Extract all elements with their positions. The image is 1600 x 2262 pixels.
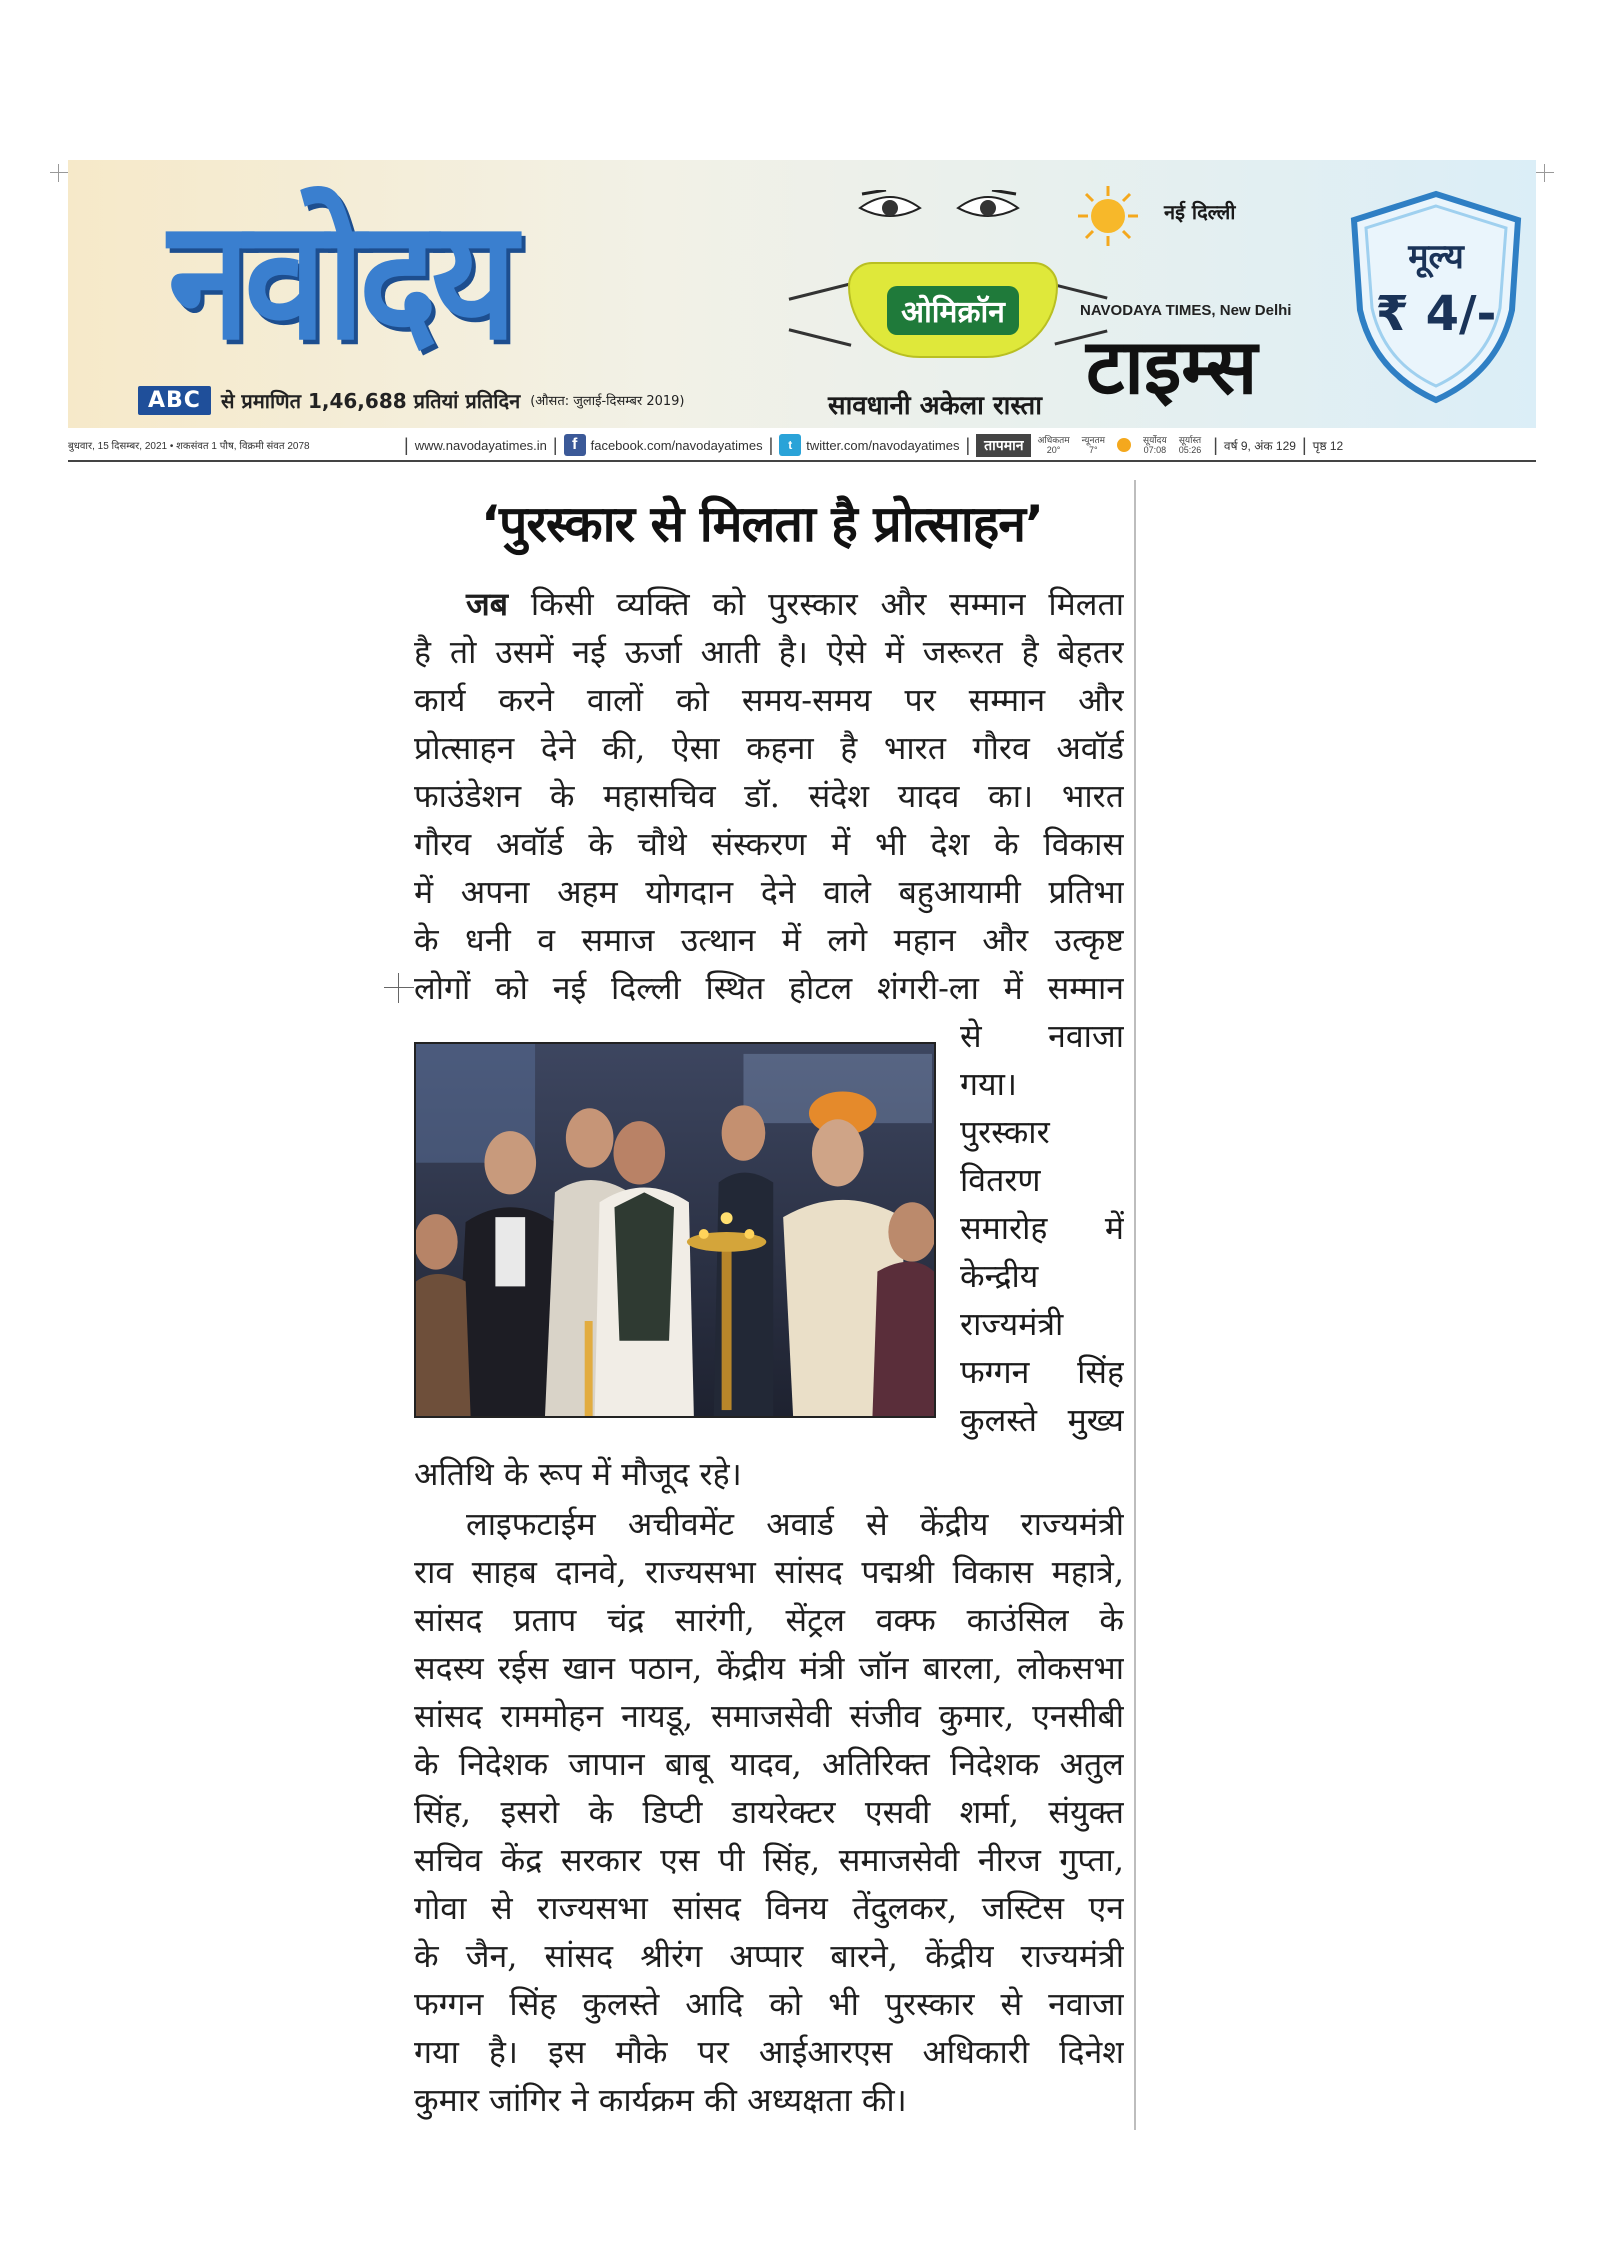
left-eye-icon: [858, 190, 922, 224]
article-line: लोगों को नई दिल्ली स्थित होटल शंगरी-ला में सम्मान: [414, 969, 1124, 1007]
page-number: पृष्ठ 12: [1312, 438, 1344, 453]
facebook-icon: f: [564, 434, 586, 456]
circulation-line: [138, 382, 818, 418]
article-line: फग्गन सिंह कुलस्ते आदि को भी पुरस्कार से नवाजा: [414, 1985, 1124, 2023]
issue-date: बुधवार, 15 दिसम्बर, 2021 • शकसंवत 1 पौष, विक्रमी संवत 2078: [68, 441, 310, 452]
article-line: फाउंडेशन के महासचिव डॉ. संदेश यादव का। भारत: [414, 777, 1124, 815]
article-line: के धनी व समाज उत्थान में लगे महान और उत्कृष्ट: [414, 921, 1124, 959]
mask-strap: [1054, 284, 1107, 300]
article-line: लाइफटाईम अचीवमेंट अवार्ड से केंद्रीय राज्यमंत्री: [466, 1505, 1124, 1543]
article-line: है तो उसमें नई ऊर्जा आती है। ऐसे में जरूरत है बेहतर: [414, 633, 1124, 671]
registration-mark-left: [50, 164, 68, 182]
circulation-text: से प्रमाणित 1,46,688 प्रतियां प्रतिदिन: [220, 388, 521, 413]
lead-word: जब: [466, 585, 509, 623]
tagline: सावधानी अकेला रास्ता: [828, 391, 1042, 421]
newspaper-logo: नवोदय: [168, 183, 512, 377]
side-line: फग्गन सिंह: [960, 1353, 1124, 1391]
face-mask: [848, 262, 1058, 358]
right-eye-icon: [956, 190, 1020, 224]
sun-icon: [1076, 184, 1140, 248]
price-badge: [1348, 190, 1524, 404]
website-link[interactable]: www.navodayatimes.in: [414, 437, 547, 453]
volume-issue: वर्ष 9, अंक 129: [1223, 438, 1296, 453]
info-strip: बुधवार, 15 दिसम्बर, 2021 • शकसंवत 1 पौष, विक्रमी संवत 2078 | www.navodayatimes.in | f facebook.com/navodayatimes | t twitter.com/navodayatimes | तापमान अधिकतम 20° न्यूनतम 7° सूर्योदय 07:08 सूर्यास्त 05:26 | वर्ष 9, अंक 129 | पृष्ठ 12: [68, 430, 1536, 462]
article-headline: ‘पुरस्कार से मिलता है प्रोत्साहन’: [480, 495, 1044, 553]
masthead: [68, 160, 1536, 428]
article-line: गौरव अवॉर्ड के चौथे संस्करण में भी देश के विकास: [414, 825, 1124, 863]
event-photo: [414, 1042, 936, 1418]
article-line: सांसद प्रताप चंद्र सारंगी, सेंट्रल वक्फ काउंसिल के: [414, 1601, 1124, 1639]
article-line: राव साहब दानवे, राज्यसभा सांसद पद्मश्री विकास महात्रे,: [414, 1553, 1124, 1591]
mask-strap: [789, 328, 852, 346]
temp-max: अधिकतम 20°: [1037, 435, 1070, 455]
article-line: के निदेशक जापान बाबू यादव, अतिरिक्त निदेशक अतुल: [414, 1745, 1124, 1783]
article-line: सचिव केंद्र सरकार एस पी सिंह, समाजसेवी नीरज गुप्ता,: [414, 1841, 1124, 1879]
article: [402, 470, 1144, 2150]
circulation-note: (औसत: जुलाई-दिसम्बर 2019): [530, 394, 685, 409]
article-line: कार्य करने वालों को समय-समय पर सम्मान और: [414, 681, 1124, 719]
temperature-tag: तापमान: [976, 434, 1031, 457]
twitter-link[interactable]: twitter.com/navodayatimes: [806, 437, 960, 453]
article-line: गया है। इस मौके पर आईआरएस अधिकारी दिनेश: [414, 2033, 1124, 2071]
column-rule: [1134, 480, 1136, 2130]
abc-badge: ABC: [138, 386, 211, 415]
article-line: प्रोत्साहन देने की, ऐसा कहना है भारत गौरव अवॉर्ड: [414, 729, 1124, 767]
side-line: राज्यमंत्री: [960, 1305, 1064, 1343]
mask-strap: [789, 282, 852, 300]
twitter-icon: t: [779, 434, 801, 456]
sunrise: सूर्योदय 07:08: [1143, 435, 1167, 455]
article-line: गोवा से राज्यसभा सांसद विनय तेंदुलकर, जस्टिस एन: [414, 1889, 1124, 1927]
article-line: सांसद राममोहन नायडू, समाजसेवी संजीव कुमार, एनसीबी: [414, 1697, 1124, 1735]
article-line: के जैन, सांसद श्रीरंग अप्पार बारने, केंद्रीय राज्यमंत्री: [414, 1937, 1124, 1975]
edition-city: नई दिल्ली: [1164, 200, 1236, 224]
price-value: ₹ 4/-: [1375, 286, 1497, 342]
side-line: से नवाजा: [960, 1017, 1124, 1055]
article-line: कुमार जांगिर ने कार्यक्रम की अध्यक्षता की।: [414, 2081, 907, 2119]
mask-label: ओमिक्रॉन: [887, 286, 1019, 335]
crop-mark: [384, 973, 414, 1003]
omicron-mask-illustration: [788, 180, 1108, 420]
article-line: सिंह, इसरो के डिप्टी डायरेक्टर एसवी शर्मा, संयुक्त: [414, 1793, 1124, 1831]
article-line: सदस्य रईस खान पठान, केंद्रीय मंत्री जॉन बारला, लोकसभा: [414, 1649, 1124, 1687]
price-label: मूल्य: [1408, 237, 1464, 277]
newspaper-title-times: टाइम्स: [1086, 322, 1258, 411]
temp-min: न्यूनतम 7°: [1081, 435, 1106, 455]
article-line: अतिथि के रूप में मौजूद रहे।: [414, 1455, 742, 1493]
side-line: वितरण: [960, 1161, 1041, 1199]
side-line: गया।: [960, 1065, 1017, 1103]
facebook-link[interactable]: facebook.com/navodayatimes: [590, 437, 763, 453]
side-line: पुरस्कार: [960, 1113, 1050, 1151]
side-line: केन्द्रीय: [960, 1257, 1039, 1295]
article-line: में अपना अहम योगदान देने वाले बहुआयामी प्रतिभा: [414, 873, 1124, 911]
registration-mark-right: [1536, 164, 1554, 182]
sunset: सूर्यास्त 05:26: [1178, 435, 1202, 455]
article-line: जब किसी व्यक्ति को पुरस्कार और सम्मान मिलता: [466, 585, 1124, 623]
side-line: समारोह में: [960, 1209, 1124, 1247]
edition-label: NAVODAYA TIMES, New Delhi: [1080, 302, 1292, 319]
sun-small-icon: [1117, 438, 1131, 452]
side-line: कुलस्ते मुख्य: [960, 1401, 1124, 1439]
